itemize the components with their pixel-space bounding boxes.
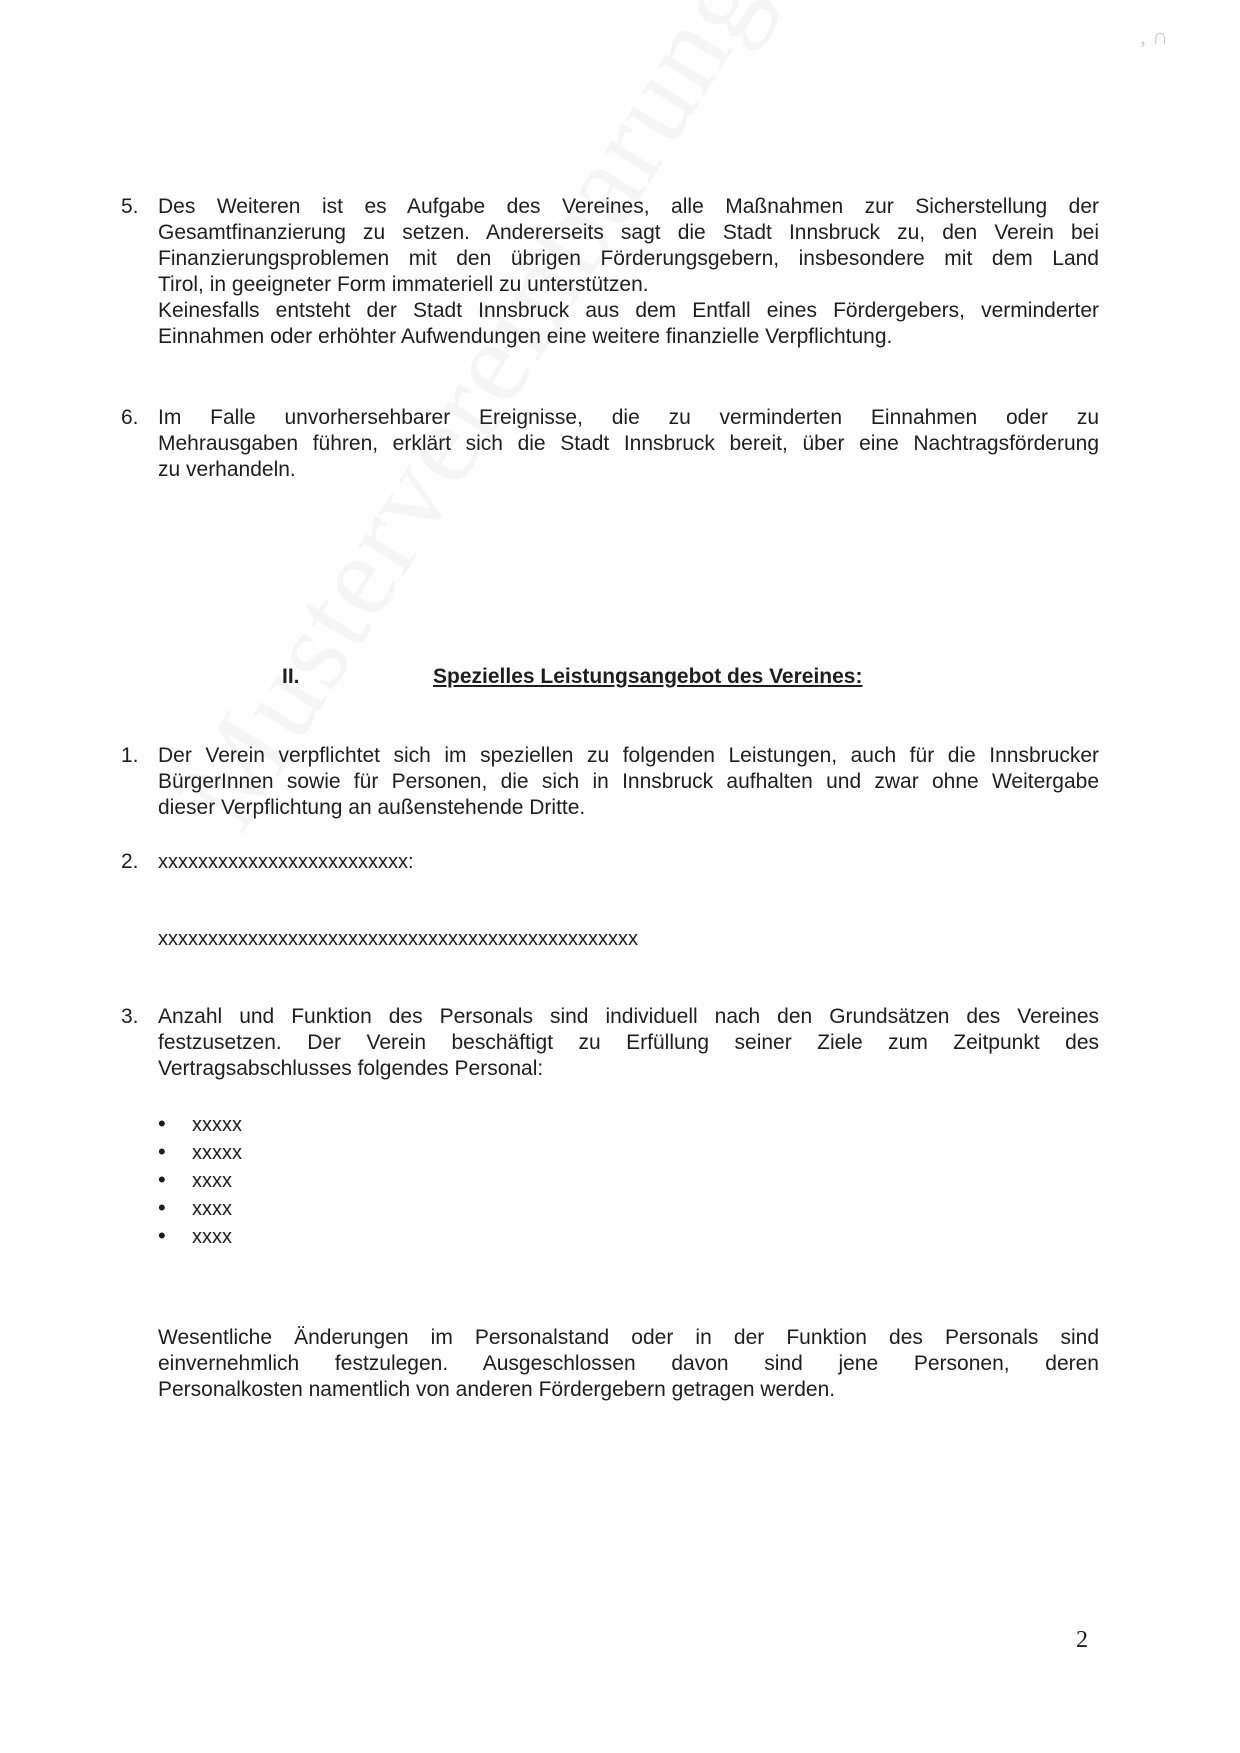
text-line: Einnahmen oder erhöhter Aufwendungen eine weitere finanzielle Verpflichtung. [158, 325, 893, 348]
text-line: Der Verein verpflichtet sich im speziellen zu folgenden Leistungen, auch für die Innsbrucker [158, 744, 1099, 767]
service-clause-1 [121, 743, 1099, 823]
text-line: Tirol, in geeigneter Form immateriell zu unterstützen. [158, 273, 649, 296]
clause-number: 5. [121, 195, 139, 218]
text-line: dieser Verpflichtung an außenstehende Dritte. [158, 796, 586, 819]
staff-list-item: • xxxxx [158, 1111, 242, 1139]
clause-6 [121, 405, 1099, 485]
clause-number: 2. [121, 850, 139, 873]
text-line: BürgerInnen sowie für Personen, die sich in Innsbruck aufhalten und zwar ohne Weitergabe [158, 770, 1099, 793]
text-line: Anzahl und Funktion des Personals sind individuell nach den Grundsätzen des Vereines [158, 1005, 1099, 1028]
staff-list-item: • xxxx [158, 1195, 242, 1223]
service-clause-2 [121, 849, 1099, 879]
text-line: Im Falle unvorhersehbarer Ereignisse, die zu verminderten Einnahmen oder zu [158, 406, 1099, 429]
clause-text [158, 1004, 1099, 1082]
section-title: Spezielles Leistungsangebot des Vereines: [433, 665, 863, 688]
service-clause-3 [121, 1004, 1099, 1084]
text-line: festzusetzen. Der Verein beschäftigt zu Erfüllung seiner Ziele zum Zeitpunkt des [158, 1031, 1099, 1054]
placeholder-heading: xxxxxxxxxxxxxxxxxxxxxxxxx: [158, 851, 414, 873]
clause-number: 6. [121, 406, 139, 429]
text-line: Personalkosten namentlich von anderen Fördergebern getragen werden. [158, 1378, 836, 1401]
clause-text [158, 743, 1099, 821]
clause-text [158, 405, 1099, 483]
page-number: 2 [1076, 1627, 1088, 1653]
placeholder-detail: xxxxxxxxxxxxxxxxxxxxxxxxxxxxxxxxxxxxxxxxxxxxxxxx [158, 928, 638, 950]
text-line: einvernehmlich festzulegen. Ausgeschlossen davon sind jene Personen, deren [158, 1352, 1099, 1375]
staff-list-item: • xxxxx [158, 1139, 242, 1167]
text-line: Wesentliche Änderungen im Personalstand oder in der Funktion des Personals sind [158, 1326, 1099, 1349]
paragraph-text [158, 1325, 1099, 1403]
clause-text [158, 194, 1099, 350]
section-number: II. [282, 665, 300, 688]
staff-list [158, 1111, 242, 1251]
clause-5 [121, 194, 1099, 354]
staff-changes-paragraph [158, 1325, 1099, 1405]
staff-list-item: • xxxx [158, 1223, 242, 1251]
corner-mark: ‚ ∩ [1139, 24, 1168, 49]
text-line: Finanzierungsproblemen mit den übrigen Förderungsgebern, insbesondere mit dem Land [158, 247, 1099, 270]
text-line: Vertragsabschlusses folgendes Personal: [158, 1057, 544, 1080]
text-line: Gesamtfinanzierung zu setzen. Andererseits sagt die Stadt Innsbruck zu, den Verein bei [158, 221, 1099, 244]
clause-number: 3. [121, 1005, 139, 1028]
text-line: zu verhandeln. [158, 458, 296, 481]
text-line: Des Weiteren ist es Aufgabe des Vereines, alle Maßnahmen zur Sicherstellung der [158, 195, 1099, 218]
text-line: Mehrausgaben führen, erklärt sich die Stadt Innsbruck bereit, über eine Nachtragsförderung [158, 432, 1099, 455]
clause-number: 1. [121, 744, 139, 767]
staff-list-item: • xxxx [158, 1167, 242, 1195]
text-line: Keinesfalls entsteht der Stadt Innsbruck aus dem Entfall eines Fördergebers, verminderter [158, 299, 1099, 322]
